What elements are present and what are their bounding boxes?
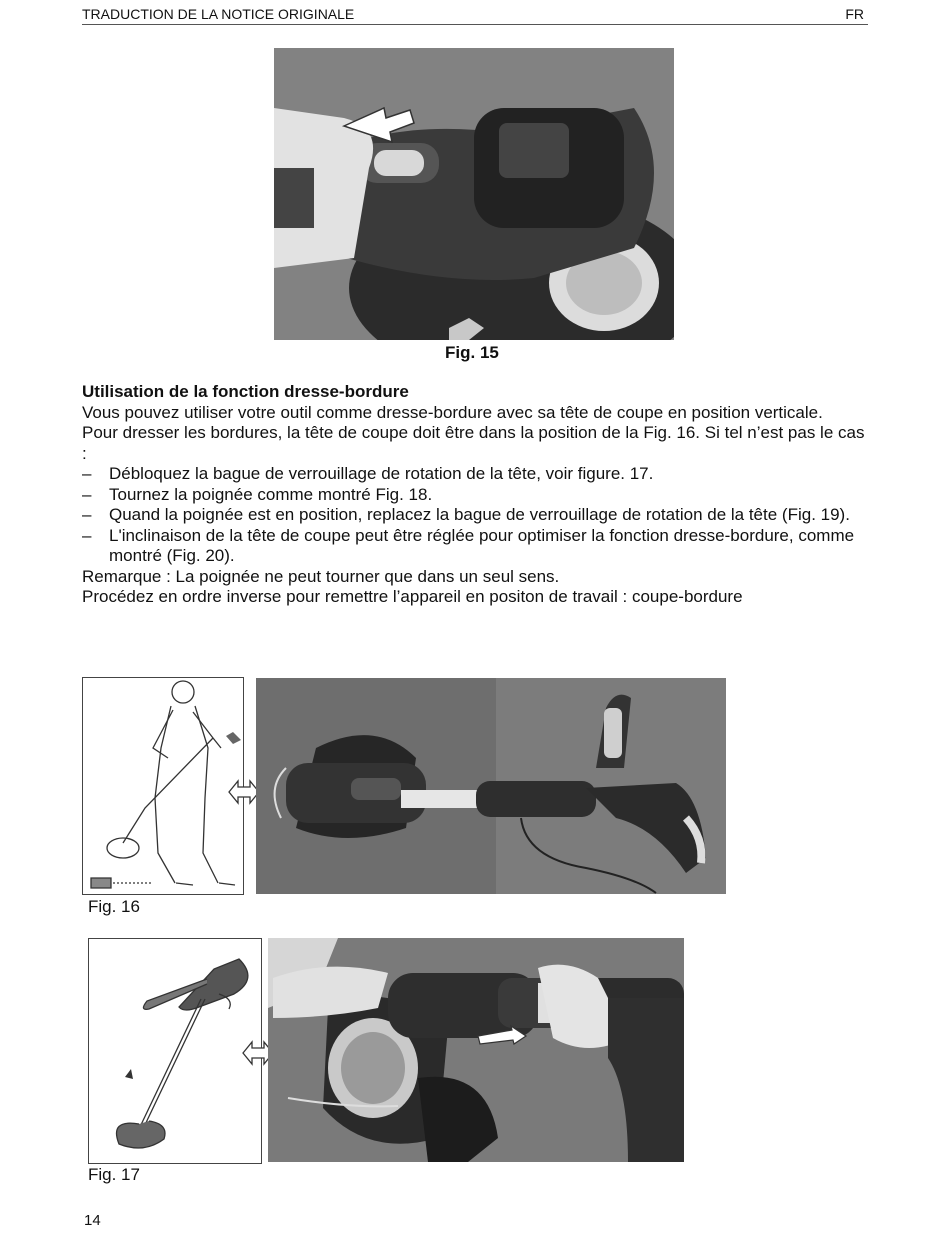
fig15-photo <box>274 48 674 340</box>
fig17-photo <box>268 938 684 1162</box>
steps-list <box>82 464 872 567</box>
fig15-caption: Fig. 15 <box>445 343 499 362</box>
intro-paragraph: Pour dresser les bordures, la tête de coupe doit être dans la position de la Fig. 16. Si tel n’est pas le cas : <box>82 423 865 463</box>
fig17-drawing <box>88 938 262 1164</box>
header-language: FR <box>845 6 864 22</box>
list-item <box>82 485 872 506</box>
list-item-text: Quand la poignée est en position, replacez la bague de verrouillage de rotation de la tête (Fig. 19). <box>109 505 850 524</box>
intro-paragraph: Vous pouvez utiliser votre outil comme dresse-bordure avec sa tête de coupe en position verticale. <box>82 402 823 422</box>
note-paragraph: Remarque : La poignée ne peut tourner que dans un seul sens. <box>82 566 560 586</box>
section-text <box>82 382 872 608</box>
list-item <box>82 526 872 567</box>
bullet-marker: – <box>82 484 92 504</box>
page-number: 14 <box>84 1212 101 1229</box>
list-item-text: Tournez la poignée comme montré Fig. 18. <box>109 484 433 504</box>
note-paragraph: Procédez en ordre inverse pour remettre l’appareil en positon de travail : coupe-bordure <box>82 587 743 606</box>
bullet-marker: – <box>82 464 92 483</box>
fig16-caption: Fig. 16 <box>88 897 140 916</box>
bullet-marker: – <box>82 505 92 524</box>
fig16-drawing <box>82 677 244 895</box>
list-item-text: Débloquez la bague de verrouillage de rotation de la tête, voir figure. 17. <box>109 464 654 483</box>
section-heading: Utilisation de la fonction dresse-bordure <box>82 382 409 401</box>
header-title: TRADUCTION DE LA NOTICE ORIGINALE <box>82 6 355 22</box>
list-item <box>82 505 872 526</box>
fig17-caption: Fig. 17 <box>88 1165 140 1184</box>
bullet-marker: – <box>82 525 92 545</box>
list-item <box>82 464 872 485</box>
fig16-photo <box>256 678 726 894</box>
list-item-text: L'inclinaison de la tête de coupe peut être réglée pour optimiser la fonction dresse-bordure, comme montré (Fig. 20). <box>109 525 855 565</box>
page-header <box>82 6 868 25</box>
